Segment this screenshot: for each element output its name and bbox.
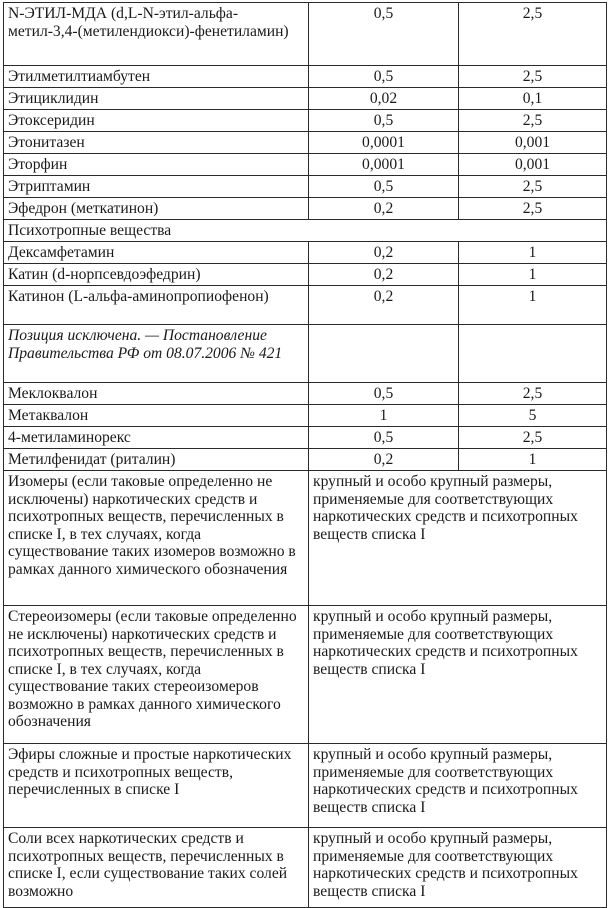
extra-large-size-value: 1 <box>459 286 607 325</box>
large-size-value: 0,02 <box>309 88 459 110</box>
table-row <box>4 471 607 606</box>
extra-large-size-value: 1 <box>459 264 607 286</box>
extra-large-size-value: 5 <box>459 405 607 427</box>
substance-name: Этоксеридин <box>4 110 309 132</box>
large-size-value: 0,0001 <box>309 154 459 176</box>
large-size-value: 0,5 <box>309 66 459 88</box>
section-header-row <box>4 220 607 242</box>
table-row <box>4 383 607 405</box>
size-description: крупный и особо крупный размеры, применяемые для соответствующих наркотических средств и психотропных веществ списка I <box>309 471 607 606</box>
extra-large-size-value: 2,5 <box>459 3 607 66</box>
table-row <box>4 66 607 88</box>
large-size-value: 0,5 <box>309 427 459 449</box>
extra-large-size-value: 0,001 <box>459 132 607 154</box>
excluded-row <box>4 325 607 383</box>
table-row <box>4 88 607 110</box>
size-description: крупный и особо крупный размеры, применяемые для соответствующих наркотических средств и психотропных веществ списка I <box>309 828 607 908</box>
table-row <box>4 828 607 908</box>
empty-cell <box>309 325 459 383</box>
extra-large-size-value: 0,1 <box>459 88 607 110</box>
extra-large-size-value: 2,5 <box>459 66 607 88</box>
extra-large-size-value: 2,5 <box>459 110 607 132</box>
substance-name: Метаквалон <box>4 405 309 427</box>
large-size-value: 1 <box>309 405 459 427</box>
large-size-value: 0,0001 <box>309 132 459 154</box>
section-header: Психотропные вещества <box>4 220 607 242</box>
substance-name: Меклоквалон <box>4 383 309 405</box>
table-row <box>4 286 607 325</box>
category-description: Соли всех наркотических средств и психотропных веществ, перечисленных в списке I, если существование таких солей возможно <box>4 828 309 908</box>
large-size-value: 0,5 <box>309 176 459 198</box>
table-row <box>4 132 607 154</box>
large-size-value: 0,5 <box>309 3 459 66</box>
large-size-value: 0,2 <box>309 449 459 471</box>
large-size-value: 0,2 <box>309 242 459 264</box>
table-row <box>4 405 607 427</box>
table-row <box>4 3 607 66</box>
extra-large-size-value: 1 <box>459 449 607 471</box>
table-row <box>4 242 607 264</box>
excluded-note: Позиция исключена. — Постановление Правительства РФ от 08.07.2006 № 421 <box>4 325 309 383</box>
substance-name: Катин (d-норпсевдоэфедрин) <box>4 264 309 286</box>
substance-name: Этициклидин <box>4 88 309 110</box>
table-row <box>4 264 607 286</box>
empty-cell <box>459 325 607 383</box>
category-description: Эфиры сложные и простые наркотических средств и психотропных веществ, перечисленных в списке I <box>4 744 309 828</box>
substance-name: Этонитазен <box>4 132 309 154</box>
extra-large-size-value: 1 <box>459 242 607 264</box>
large-size-value: 0,2 <box>309 286 459 325</box>
substance-name: Дексамфетамин <box>4 242 309 264</box>
substance-name: Эторфин <box>4 154 309 176</box>
table-row <box>4 606 607 744</box>
size-description: крупный и особо крупный размеры, применяемые для соответствующих наркотических средств и психотропных веществ списка I <box>309 744 607 828</box>
extra-large-size-value: 2,5 <box>459 383 607 405</box>
substance-name: Этилметилтиамбутен <box>4 66 309 88</box>
substance-name: Этриптамин <box>4 176 309 198</box>
substance-name: Метилфенидат (риталин) <box>4 449 309 471</box>
table-row <box>4 176 607 198</box>
extra-large-size-value: 2,5 <box>459 176 607 198</box>
size-description: крупный и особо крупный размеры, применяемые для соответствующих наркотических средств и психотропных веществ списка I <box>309 606 607 744</box>
extra-large-size-value: 2,5 <box>459 427 607 449</box>
table-row <box>4 427 607 449</box>
category-description: Стереоизомеры (если таковые определенно не исключены) наркотических средств и психотропных веществ, перечисленных в списке I, в тех случаях, когда существование таких стереоизомеров возможно в рамках данного химического обозначения <box>4 606 309 744</box>
large-size-value: 0,5 <box>309 383 459 405</box>
table-row <box>4 110 607 132</box>
category-description: Изомеры (если таковые определенно не исключены) наркотических средств и психотропных веществ, перечисленных в списке I, в тех случаях, когда существование таких изомеров возможно в рамках данного химического обозначения <box>4 471 309 606</box>
large-size-value: 0,2 <box>309 198 459 220</box>
substance-name: N-ЭТИЛ-МДА (d,L-N-этил-альфа-метил-3,4-(метилендиокси)-фенетиламин) <box>4 3 309 66</box>
substance-name: 4-метиламинорекс <box>4 427 309 449</box>
table-row <box>4 154 607 176</box>
substances-table <box>3 2 607 908</box>
table-row <box>4 449 607 471</box>
extra-large-size-value: 0,001 <box>459 154 607 176</box>
substance-name: Катинон (L-альфа-аминопропиофенон) <box>4 286 309 325</box>
table-row <box>4 198 607 220</box>
table-row <box>4 744 607 828</box>
large-size-value: 0,2 <box>309 264 459 286</box>
extra-large-size-value: 2,5 <box>459 198 607 220</box>
substance-name: Эфедрон (меткатинон) <box>4 198 309 220</box>
large-size-value: 0,5 <box>309 110 459 132</box>
